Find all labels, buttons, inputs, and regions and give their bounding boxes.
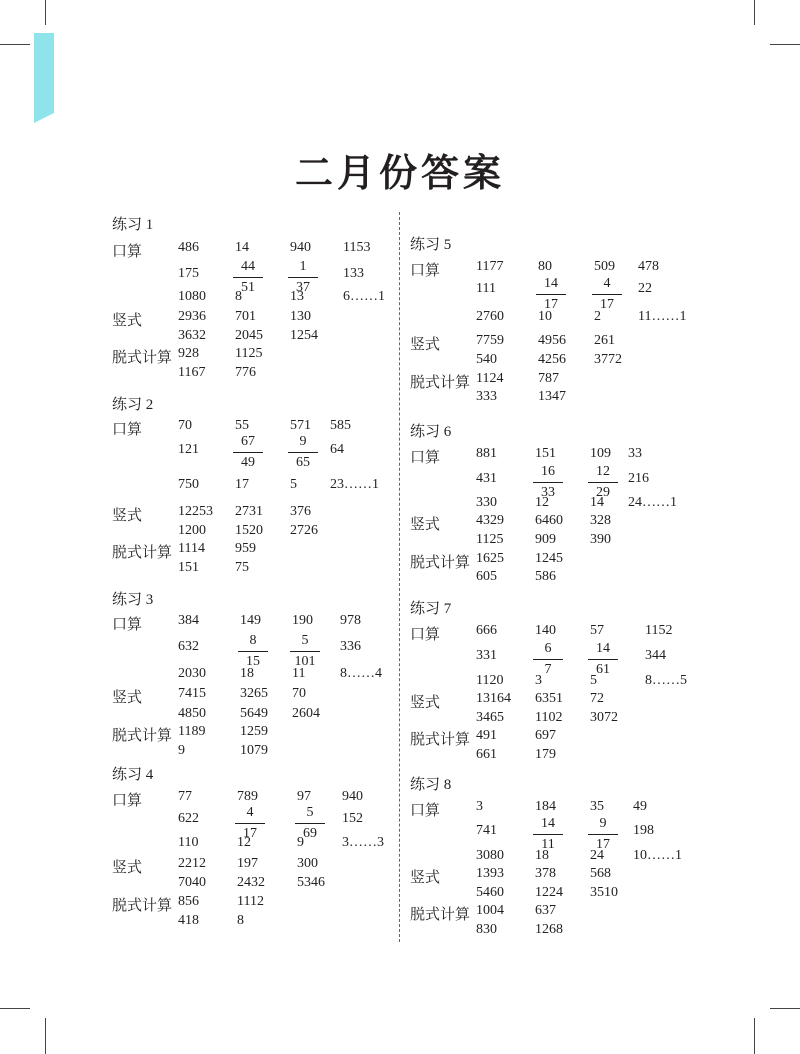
answer-value: 18 xyxy=(535,848,549,863)
answer-value: 1625 xyxy=(476,551,504,566)
answer-value: 35 xyxy=(590,799,604,814)
crop-mark xyxy=(0,44,30,45)
answer-value: 928 xyxy=(178,346,199,361)
answer-value: 3265 xyxy=(240,686,268,701)
answer-value: 18 xyxy=(240,666,254,681)
answer-value: 7040 xyxy=(178,875,206,890)
fraction-bar xyxy=(295,823,325,824)
answer-value: 12 xyxy=(535,495,549,510)
answer-value: 2760 xyxy=(476,309,504,324)
label-vertical: 竖式 xyxy=(112,311,143,329)
answer-value: 1167 xyxy=(178,365,206,380)
label-step-calculation: 脱式计算 xyxy=(112,348,173,366)
answer-value: 12 xyxy=(237,835,251,850)
answer-value: 1114 xyxy=(178,541,205,556)
answer-value: 55 xyxy=(235,418,249,433)
section-heading: 练习 7 xyxy=(410,601,452,617)
fraction-denominator: 51 xyxy=(241,280,255,295)
answer-value: 7759 xyxy=(476,333,504,348)
answer-value: 3……3 xyxy=(342,835,384,850)
fraction-denominator: 29 xyxy=(596,485,610,500)
answer-value: 179 xyxy=(535,747,556,762)
answer-value: 1080 xyxy=(178,289,206,304)
fraction-bar xyxy=(592,294,622,295)
answer-value: 1152 xyxy=(645,623,673,638)
fraction-numerator: 44 xyxy=(241,259,255,274)
fraction-denominator: 11 xyxy=(541,837,555,852)
fraction-numerator: 4 xyxy=(603,276,611,291)
answer-value: 75 xyxy=(235,560,249,575)
label-oral: 口算 xyxy=(410,801,441,819)
answer-value: 133 xyxy=(343,266,364,281)
answer-value: 3080 xyxy=(476,848,504,863)
answer-value: 72 xyxy=(590,691,604,706)
answer-value: 418 xyxy=(178,913,199,928)
answer-value: 110 xyxy=(178,835,199,850)
fraction-bar xyxy=(288,277,318,278)
label-step-calculation: 脱式计算 xyxy=(112,543,173,561)
answer-value: 13 xyxy=(290,289,304,304)
answer-value: 571 xyxy=(290,418,311,433)
answer-value: 2045 xyxy=(235,328,263,343)
section-heading: 练习 2 xyxy=(112,397,154,413)
answer-value: 1520 xyxy=(235,523,263,538)
answer-value: 1347 xyxy=(538,389,566,404)
answer-value: 586 xyxy=(535,569,556,584)
fraction xyxy=(288,433,318,472)
answer-value: 2 xyxy=(594,309,601,324)
answer-value: 121 xyxy=(178,442,199,457)
section-heading: 练习 1 xyxy=(112,217,154,233)
answer-value: 1224 xyxy=(535,885,563,900)
answer-value: 750 xyxy=(178,477,199,492)
answer-value: 5 xyxy=(290,477,297,492)
answer-value: 333 xyxy=(476,389,497,404)
answer-value: 1393 xyxy=(476,866,504,881)
answer-value: 4850 xyxy=(178,706,206,721)
answer-value: 741 xyxy=(476,823,497,838)
answer-value: 77 xyxy=(178,789,192,804)
answer-value: 49 xyxy=(633,799,647,814)
answer-value: 3465 xyxy=(476,710,504,725)
answer-value: 57 xyxy=(590,623,604,638)
answer-value: 697 xyxy=(535,728,556,743)
label-step-calculation: 脱式计算 xyxy=(410,730,471,748)
answer-value: 336 xyxy=(340,639,361,654)
answer-value: 151 xyxy=(535,446,556,461)
answer-value: 978 xyxy=(340,613,361,628)
answer-value: 390 xyxy=(590,532,611,547)
label-vertical: 竖式 xyxy=(112,858,143,876)
answer-value: 1189 xyxy=(178,724,206,739)
fraction-numerator: 14 xyxy=(541,816,555,831)
answer-value: 11 xyxy=(292,666,306,681)
fraction-numerator: 9 xyxy=(599,816,607,831)
answer-value: 661 xyxy=(476,747,497,762)
label-vertical: 竖式 xyxy=(410,335,441,353)
answer-value: 909 xyxy=(535,532,556,547)
fraction-denominator: 69 xyxy=(303,826,317,841)
answer-value: 605 xyxy=(476,569,497,584)
fraction-numerator: 1 xyxy=(299,259,307,274)
answer-value: 1177 xyxy=(476,259,504,274)
answer-value: 830 xyxy=(476,922,497,937)
answer-value: 3 xyxy=(535,673,542,688)
answer-value: 2604 xyxy=(292,706,320,721)
answer-value: 12253 xyxy=(178,504,213,519)
fraction-numerator: 4 xyxy=(246,805,254,820)
answer-value: 140 xyxy=(535,623,556,638)
fraction-numerator: 67 xyxy=(241,434,255,449)
fraction-numerator: 8 xyxy=(249,633,257,648)
fraction-denominator: 17 xyxy=(600,297,614,312)
answer-value: 1259 xyxy=(240,724,268,739)
answer-value: 376 xyxy=(290,504,311,519)
answer-value: 940 xyxy=(290,240,311,255)
label-vertical: 竖式 xyxy=(410,868,441,886)
answer-value: 6……1 xyxy=(343,289,385,304)
answer-value: 109 xyxy=(590,446,611,461)
answer-value: 197 xyxy=(237,856,258,871)
fraction-denominator: 49 xyxy=(241,455,255,470)
answer-value: 6460 xyxy=(535,513,563,528)
fraction-denominator: 37 xyxy=(296,280,310,295)
fraction-denominator: 101 xyxy=(294,654,316,669)
answer-value: 856 xyxy=(178,894,199,909)
fraction-bar xyxy=(588,834,618,835)
answer-value: 5649 xyxy=(240,706,268,721)
fraction-numerator: 5 xyxy=(306,805,314,820)
answer-value: 1153 xyxy=(343,240,371,255)
label-step-calculation: 脱式计算 xyxy=(410,905,471,923)
answer-value: 24 xyxy=(590,848,604,863)
answer-value: 2726 xyxy=(290,523,318,538)
fraction-numerator: 12 xyxy=(596,464,610,479)
answer-value: 1112 xyxy=(237,894,264,909)
answer-value: 64 xyxy=(330,442,344,457)
answer-value: 789 xyxy=(237,789,258,804)
section-heading: 练习 8 xyxy=(410,777,452,793)
answer-value: 3510 xyxy=(590,885,618,900)
answer-value: 540 xyxy=(476,352,497,367)
answer-value: 17 xyxy=(235,477,249,492)
label-vertical: 竖式 xyxy=(112,506,143,524)
answer-value: 300 xyxy=(297,856,318,871)
answer-value: 787 xyxy=(538,371,559,386)
page-title: 二月份答案 xyxy=(294,151,505,195)
answer-value: 486 xyxy=(178,240,199,255)
answer-value: 1124 xyxy=(476,371,504,386)
answer-value: 70 xyxy=(178,418,192,433)
answer-value: 940 xyxy=(342,789,363,804)
fraction-denominator: 15 xyxy=(246,654,260,669)
answer-value: 184 xyxy=(535,799,556,814)
fraction-numerator: 6 xyxy=(544,641,552,656)
answer-value: 384 xyxy=(178,613,199,628)
answer-value: 8 xyxy=(235,289,242,304)
fraction-numerator: 5 xyxy=(301,633,309,648)
fraction-bar xyxy=(233,277,263,278)
answer-value: 509 xyxy=(594,259,615,274)
answer-value: 378 xyxy=(535,866,556,881)
label-step-calculation: 脱式计算 xyxy=(112,896,173,914)
answer-value: 331 xyxy=(476,648,497,663)
fraction-bar xyxy=(533,834,563,835)
answer-value: 1125 xyxy=(235,346,263,361)
crop-mark xyxy=(770,44,800,45)
answer-value: 198 xyxy=(633,823,654,838)
answer-value: 97 xyxy=(297,789,311,804)
answer-value: 568 xyxy=(590,866,611,881)
fraction-bar xyxy=(235,823,265,824)
answer-value: 175 xyxy=(178,266,199,281)
answer-value: 14 xyxy=(235,240,249,255)
answer-value: 13164 xyxy=(476,691,511,706)
answer-value: 1268 xyxy=(535,922,563,937)
fraction-denominator: 65 xyxy=(296,455,310,470)
answer-value: 5 xyxy=(590,673,597,688)
label-oral: 口算 xyxy=(112,420,143,438)
crop-mark xyxy=(754,1018,755,1054)
answer-value: 1102 xyxy=(535,710,563,725)
fraction-numerator: 16 xyxy=(541,464,555,479)
fraction-denominator: 7 xyxy=(544,662,552,677)
answer-value: 330 xyxy=(476,495,497,510)
label-oral: 口算 xyxy=(112,615,143,633)
section-heading: 练习 6 xyxy=(410,424,452,440)
answer-value: 70 xyxy=(292,686,306,701)
answer-value: 2936 xyxy=(178,309,206,324)
answer-value: 190 xyxy=(292,613,313,628)
answer-value: 151 xyxy=(178,560,199,575)
crop-mark xyxy=(770,1008,800,1009)
answer-value: 4329 xyxy=(476,513,504,528)
answer-value: 8……5 xyxy=(645,673,687,688)
answer-value: 9 xyxy=(297,835,304,850)
answer-value: 22 xyxy=(638,281,652,296)
answer-value: 1120 xyxy=(476,673,504,688)
fraction-denominator: 17 xyxy=(243,826,257,841)
answer-value: 3632 xyxy=(178,328,206,343)
answer-value: 491 xyxy=(476,728,497,743)
fraction-denominator: 61 xyxy=(596,662,610,677)
answer-value: 152 xyxy=(342,811,363,826)
answer-value: 10……1 xyxy=(633,848,682,863)
answer-value: 4256 xyxy=(538,352,566,367)
fraction-bar xyxy=(233,452,263,453)
answer-value: 637 xyxy=(535,903,556,918)
answer-value: 2432 xyxy=(237,875,265,890)
chapter-tab xyxy=(34,33,54,113)
answer-value: 3 xyxy=(476,799,483,814)
answer-value: 6351 xyxy=(535,691,563,706)
label-vertical: 竖式 xyxy=(112,688,143,706)
answer-value: 1254 xyxy=(290,328,318,343)
answer-value: 261 xyxy=(594,333,615,348)
answer-value: 2731 xyxy=(235,504,263,519)
answer-value: 8 xyxy=(237,913,244,928)
fraction-bar xyxy=(288,452,318,453)
label-oral: 口算 xyxy=(410,625,441,643)
answer-value: 149 xyxy=(240,613,261,628)
label-oral: 口算 xyxy=(410,261,441,279)
answer-value: 11……1 xyxy=(638,309,687,324)
fraction-bar xyxy=(588,659,618,660)
fraction-numerator: 14 xyxy=(596,641,610,656)
label-step-calculation: 脱式计算 xyxy=(112,726,173,744)
fraction-bar xyxy=(533,659,563,660)
answer-value: 10 xyxy=(538,309,552,324)
answer-value: 130 xyxy=(290,309,311,324)
answer-value: 33 xyxy=(628,446,642,461)
fraction-denominator: 17 xyxy=(596,837,610,852)
answer-value: 216 xyxy=(628,471,649,486)
answer-value: 1125 xyxy=(476,532,504,547)
answer-value: 344 xyxy=(645,648,666,663)
column-divider xyxy=(399,212,400,942)
answer-value: 7415 xyxy=(178,686,206,701)
fraction-bar xyxy=(290,651,320,652)
crop-mark xyxy=(754,0,755,25)
answer-value: 632 xyxy=(178,639,199,654)
answer-value: 1200 xyxy=(178,523,206,538)
crop-mark xyxy=(45,0,46,25)
answer-value: 328 xyxy=(590,513,611,528)
fraction-bar xyxy=(588,482,618,483)
answer-value: 701 xyxy=(235,309,256,324)
answer-value: 431 xyxy=(476,471,497,486)
label-step-calculation: 脱式计算 xyxy=(410,373,471,391)
answer-value: 8……4 xyxy=(340,666,382,681)
chapter-tab-notch xyxy=(34,113,54,123)
answer-value: 666 xyxy=(476,623,497,638)
section-heading: 练习 3 xyxy=(112,592,154,608)
answer-value: 23……1 xyxy=(330,477,379,492)
section-heading: 练习 5 xyxy=(410,237,452,253)
fraction-bar xyxy=(238,651,268,652)
fraction-denominator: 17 xyxy=(544,297,558,312)
answer-value: 5460 xyxy=(476,885,504,900)
fraction-numerator: 9 xyxy=(299,434,307,449)
answer-value: 80 xyxy=(538,259,552,274)
answer-value: 776 xyxy=(235,365,256,380)
label-vertical: 竖式 xyxy=(410,515,441,533)
label-step-calculation: 脱式计算 xyxy=(410,553,471,571)
answer-value: 2212 xyxy=(178,856,206,871)
answer-value: 1079 xyxy=(240,743,268,758)
answer-value: 2030 xyxy=(178,666,206,681)
answer-value: 14 xyxy=(590,495,604,510)
answer-value: 9 xyxy=(178,743,185,758)
answer-value: 5346 xyxy=(297,875,325,890)
answer-value: 1004 xyxy=(476,903,504,918)
answer-value: 3072 xyxy=(590,710,618,725)
answer-value: 111 xyxy=(476,281,496,296)
fraction xyxy=(233,433,263,472)
label-vertical: 竖式 xyxy=(410,693,441,711)
answer-value: 1245 xyxy=(535,551,563,566)
label-oral: 口算 xyxy=(410,448,441,466)
section-heading: 练习 4 xyxy=(112,767,154,783)
label-oral: 口算 xyxy=(112,242,143,260)
answer-value: 4956 xyxy=(538,333,566,348)
answer-value: 622 xyxy=(178,811,199,826)
fraction-bar xyxy=(536,294,566,295)
answer-value: 585 xyxy=(330,418,351,433)
answer-value: 24……1 xyxy=(628,495,677,510)
fraction-denominator: 33 xyxy=(541,485,555,500)
crop-mark xyxy=(0,1008,30,1009)
crop-mark xyxy=(45,1018,46,1054)
fraction-bar xyxy=(533,482,563,483)
answer-value: 881 xyxy=(476,446,497,461)
fraction-numerator: 14 xyxy=(544,276,558,291)
answer-value: 478 xyxy=(638,259,659,274)
answer-value: 3772 xyxy=(594,352,622,367)
answer-value: 959 xyxy=(235,541,256,556)
label-oral: 口算 xyxy=(112,791,143,809)
